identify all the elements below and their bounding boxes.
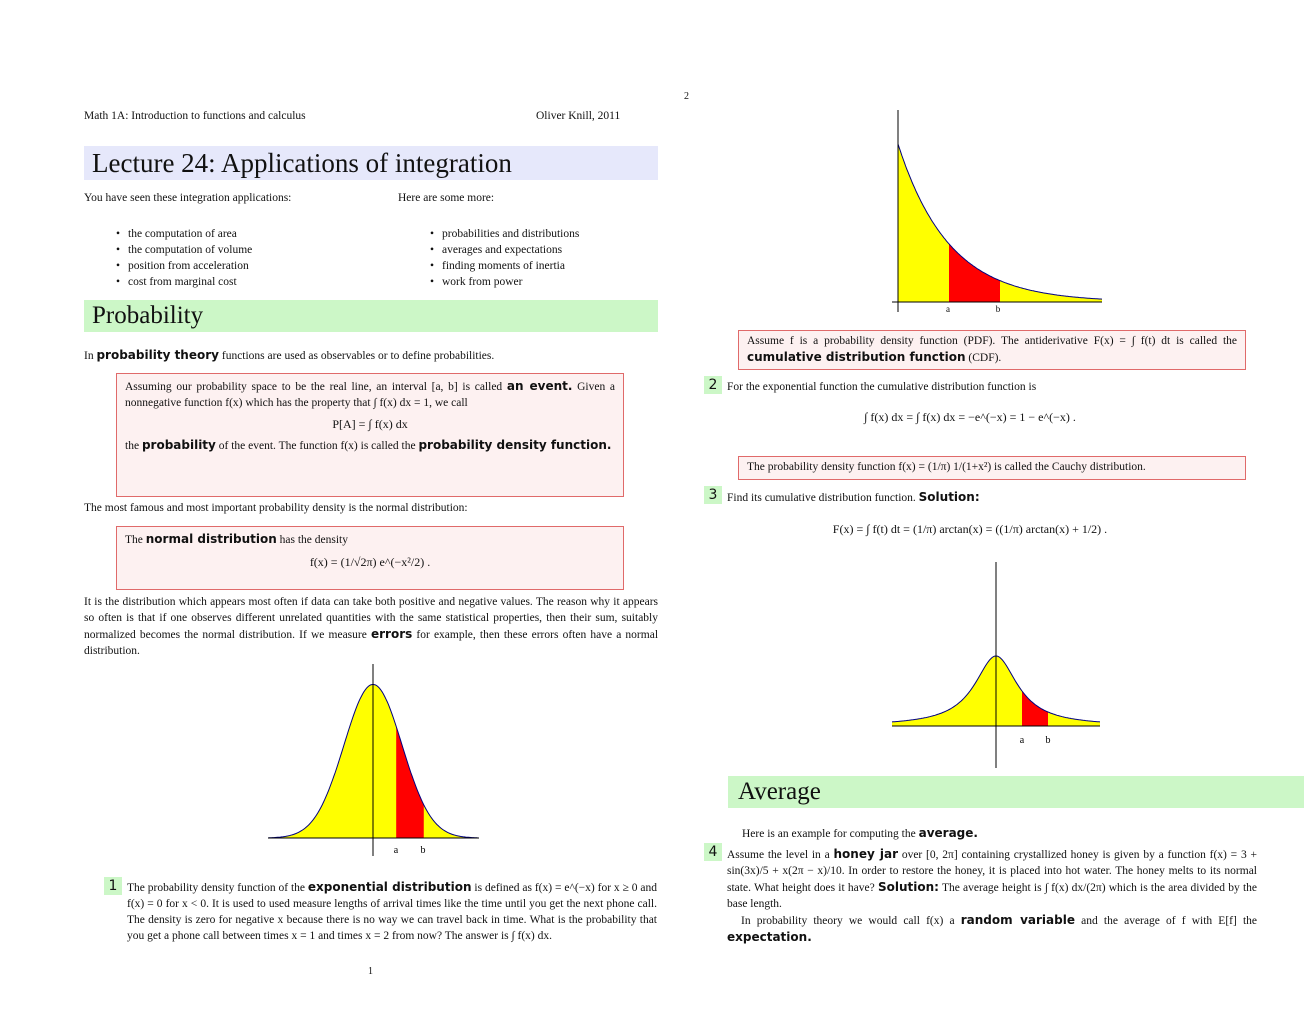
definition-box-cauchy: The probability density function f(x) = (1/π) 1/(1+x²) is called the Cauchy distribution. [738, 456, 1246, 480]
term-expectation: expectation. [727, 930, 812, 944]
label-a: a [946, 304, 950, 314]
intro-left: You have seen these integration applications: [84, 192, 292, 204]
example-2-text: For the exponential function the cumulative distribution function is [727, 381, 1037, 393]
example-3-text: Find its cumulative distribution function. Solution: [727, 490, 980, 504]
list-item: • probabilities and distributions [430, 226, 579, 242]
example-1-text: The probability density function of the exponential distribution is defined as f(x) = e^(−x) for x ≥ 0 and f(x) = 0 for x < 0. It is used to used measure lengths of arrival times like the time until you get the next phone call. The density is zero for negative x because there is no way we can travel back in time. What is the probability that you get a phone call between times x = 1 and times x = 2 from now? The answer is ∫ f(x) dx. [127, 880, 658, 942]
probability-intro: In probability theory functions are used as observables or to define probabilities. [84, 348, 495, 362]
section-average-bar [728, 776, 1304, 808]
header-course: Math 1A: Introduction to functions and calculus [84, 110, 306, 122]
page-number-left: 1 [368, 966, 373, 977]
solution-label: Solution: [918, 490, 980, 504]
formula-normal: f(x) = (1/√2π) e^(−x²/2) . [309, 555, 431, 569]
section-probability-title: Probability [92, 302, 204, 329]
normal-distribution-graph [266, 660, 481, 860]
list-item: • averages and expectations [430, 242, 579, 258]
example-number-4: 4 [704, 843, 722, 861]
definition-box-cdf: Assume f is a probability density function (PDF). The antiderivative F(x) = ∫ f(t) dt is called the cumulative distribution function (CDF). [738, 330, 1246, 370]
list-item: • the computation of volume [116, 242, 252, 258]
list-item: • cost from marginal cost [116, 274, 252, 290]
example-3-formula: F(x) = ∫ f(t) dt = (1/π) arctan(x) = ((1/π) arctan(x) + 1/2) . [832, 522, 1108, 536]
cauchy-distribution-graph [888, 560, 1104, 770]
formula-probability: P[A] = ∫ f(x) dx [332, 417, 408, 431]
exp-yellow-fill [898, 144, 1102, 302]
definition-box-event: Assuming our probability space to be the real line, an interval [a, b] is called an event. Given a nonnegative function f(x) which has the property that ∫ f(x) dx = 1, we call P[A] = ∫ f(x) dx the probability of the event. The function f(x) is called the probability density function. [116, 373, 624, 497]
label-b: b [995, 304, 1001, 314]
average-intro: Here is an example for computing the average. [742, 826, 978, 840]
term-random-variable: random variable [960, 913, 1075, 927]
section-probability-bar [84, 300, 658, 332]
normal-paragraph: It is the distribution which appears most often if data can take both positive and negative values. The reason why it appears so often is that if one observes different unrelated quantities with the same statistical properties, then their sum, suitably normalized becomes the normal distribution. If we measure errors for example, then these errors often have a normal distribution. [84, 596, 659, 657]
lecture-title-bar [84, 146, 658, 180]
definition-box-normal: The normal distribution has the density f(x) = (1/√2π) e^(−x²/2) . [116, 526, 624, 590]
term-errors: errors [370, 627, 413, 641]
label-b: b [1045, 735, 1051, 746]
term-average: average. [918, 826, 978, 840]
example-number-3: 3 [704, 486, 722, 504]
term-event: an event. [506, 379, 573, 393]
term-normal-distribution: normal distribution [145, 532, 277, 546]
list-applications-more [430, 226, 579, 290]
section-average-title: Average [738, 778, 821, 805]
term-honey-jar: honey jar [833, 847, 899, 861]
example-2-formula: ∫ f(x) dx = ∫ f(x) dx = −e^(−x) = 1 − e^(−x) . [864, 410, 1076, 424]
normal-intro: The most famous and most important probability density is the normal distribution: [84, 502, 468, 514]
lecture-title: Lecture 24: Applications of integration [92, 148, 512, 178]
intro-right: Here are some more: [398, 192, 495, 204]
solution-label: Solution: [877, 880, 939, 894]
exponential-distribution-graph [892, 108, 1104, 318]
term-probability-density-function: probability density function. [418, 438, 612, 452]
header-author: Oliver Knill, 2011 [536, 110, 621, 122]
list-item: • the computation of area [116, 226, 252, 242]
term-cdf: cumulative distribution function [747, 350, 966, 364]
term-probability: probability [141, 438, 216, 452]
label-a: a [1019, 735, 1025, 746]
list-applications-seen [116, 226, 252, 290]
list-item: • position from acceleration [116, 258, 252, 274]
term-exponential-distribution: exponential distribution [307, 880, 472, 894]
example-number-2: 2 [704, 376, 722, 394]
term-probability-theory: probability theory [96, 348, 219, 362]
normal-red-fill [396, 727, 424, 839]
list-item: • work from power [430, 274, 579, 290]
label-b: b [420, 845, 426, 856]
example-4-text: Assume the level in a honey jar over [0, 2π] containing crystallized honey is given by a function f(x) = 3 + sin(3x)/5 + x(2π − x)/10. In order to restore the honey, it is placed into hot water. The honey melts to its normal state. What height does it have? Solution: The average height is ∫ f(x) dx/(2π) which is the area divided by the base length. In probability theory we would call f(x) a random variable and the average of f with E[f] the expectation. [727, 847, 1258, 944]
label-a: a [393, 845, 399, 856]
list-item: • finding moments of inertia [430, 258, 579, 274]
page-number-right: 2 [684, 91, 689, 102]
example-number-1: 1 [104, 877, 122, 895]
